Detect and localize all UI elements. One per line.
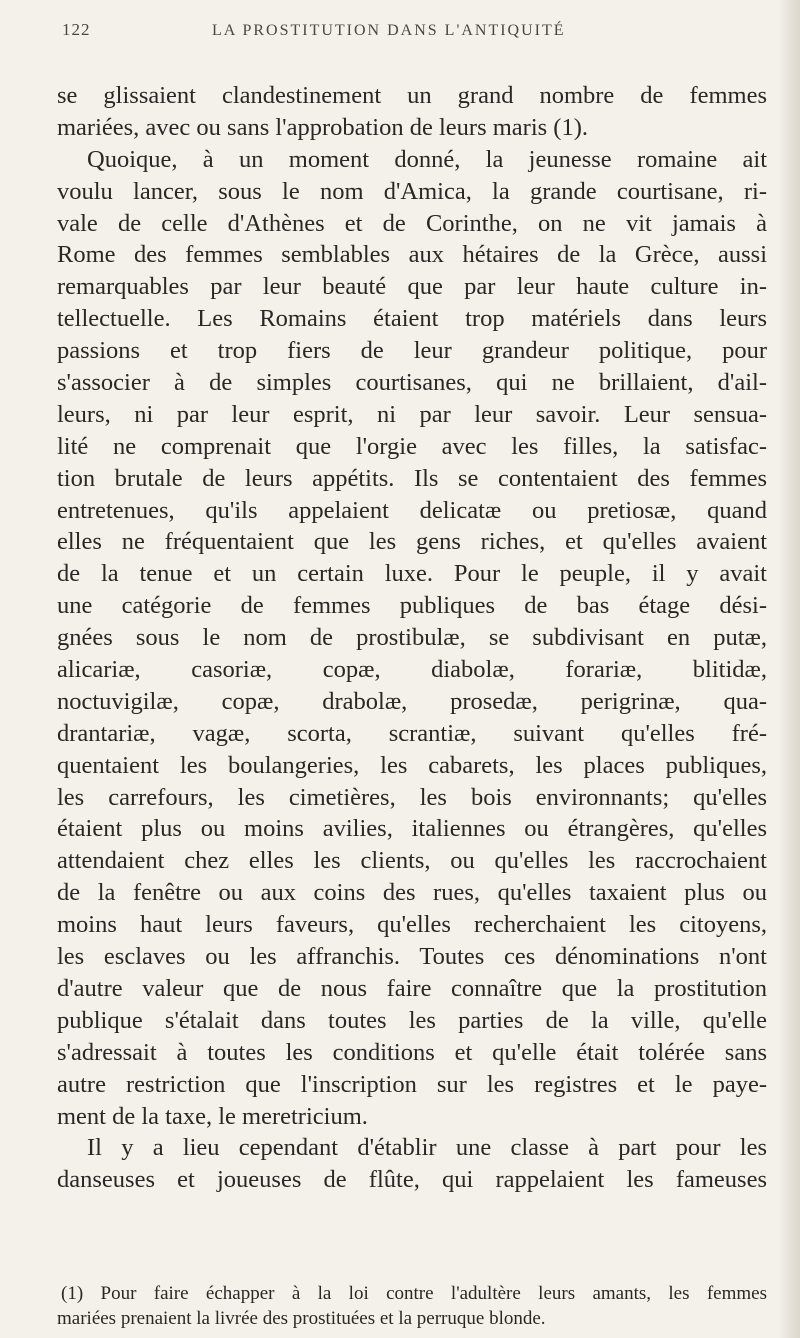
text-line: s'adressait à toutes les conditions et qu'elle était tolérée sans: [57, 1038, 767, 1066]
text-line: danseuses et joueuses de flûte, qui rappelaient les fameuses: [57, 1166, 767, 1194]
text-line: elles ne fréquentaient que les gens riches, et qu'elles avaient: [57, 528, 767, 556]
text-line: lité ne comprenait que l'orgie avec les filles, la satisfac-: [57, 432, 767, 460]
text-line: publique s'étalait dans toutes les parties de la ville, qu'elle: [57, 1006, 767, 1034]
body-text: [57, 80, 767, 1196]
text-line: ment de la taxe, le meretricium.: [57, 1102, 368, 1130]
text-line: remarquables par leur beauté que par leur haute culture in-: [57, 273, 767, 301]
text-line: de la tenue et un certain luxe. Pour le peuple, il y avait: [57, 560, 767, 588]
text-line: vale de celle d'Athènes et de Corinthe, on ne vit jamais à: [57, 209, 767, 237]
text-line: alicariæ, casoriæ, copæ, diabolæ, forariæ, blitidæ,: [57, 656, 767, 684]
text-line: Rome des femmes semblables aux hétaires de la Grèce, aussi: [57, 241, 767, 269]
text-line: mariées, avec ou sans l'approbation de leurs maris (1).: [57, 113, 588, 141]
running-head: LA PROSTITUTION DANS L'ANTIQUITÉ: [212, 22, 566, 39]
text-line: noctuvigilæ, copæ, drabolæ, prosedæ, perigrinæ, qua-: [57, 687, 767, 715]
text-line: se glissaient clandestinement un grand nombre de femmes: [57, 82, 767, 109]
footnote: [57, 1281, 767, 1331]
text-line: leurs, ni par leur esprit, ni par leur savoir. Leur sensua-: [57, 400, 767, 428]
text-line: les carrefours, les cimetières, les bois environnants; qu'elles: [57, 783, 767, 811]
text-line: autre restriction que l'inscription sur les registres et le paye-: [57, 1070, 767, 1098]
text-line: attendaient chez elles les clients, ou qu'elles les raccrochaient: [57, 847, 767, 875]
footnote-line: (1) Pour faire échapper à la loi contre l'adultère leurs amants, les femmes: [61, 1283, 767, 1304]
text-line: Il y a lieu cependant d'établir une classe à part pour les: [87, 1134, 767, 1162]
page-number: 122: [62, 20, 91, 39]
text-line: moins haut leurs faveurs, qu'elles recherchaient les citoyens,: [57, 911, 767, 939]
page-header: [62, 14, 766, 50]
text-line: voulu lancer, sous le nom d'Amica, la grande courtisane, ri-: [57, 177, 767, 205]
text-line: les esclaves ou les affranchis. Toutes ces dénominations n'ont: [57, 943, 767, 971]
text-line: s'associer à de simples courtisanes, qui ne brillaient, d'ail-: [57, 369, 767, 397]
text-line: étaient plus ou moins avilies, italiennes ou étrangères, qu'elles: [57, 815, 767, 843]
text-line: drantariæ, vagæ, scorta, scrantiæ, suivant qu'elles fré-: [57, 719, 767, 747]
text-line: gnées sous le nom de prostibulæ, se subdivisant en putæ,: [57, 624, 767, 652]
text-line: Quoique, à un moment donné, la jeunesse romaine ait: [87, 145, 767, 173]
text-line: tellectuelle. Les Romains étaient trop matériels dans leurs: [57, 305, 767, 333]
footnote-line: mariées prenaient la livrée des prostituées et la perruque blonde.: [57, 1308, 546, 1329]
text-line: d'autre valeur que de nous faire connaître que la prostitution: [57, 974, 767, 1002]
text-line: quentaient les boulangeries, les cabarets, les places publiques,: [57, 751, 767, 779]
text-line: tion brutale de leurs appétits. Ils se contentaient des femmes: [57, 464, 767, 492]
text-line: entretenues, qu'ils appelaient delicatæ ou pretiosæ, quand: [57, 496, 767, 524]
text-line: une catégorie de femmes publiques de bas étage dési-: [57, 592, 767, 620]
text-line: passions et trop fiers de leur grandeur politique, pour: [57, 337, 767, 365]
text-line: de la fenêtre ou aux coins des rues, qu'elles taxaient plus ou: [57, 879, 767, 907]
